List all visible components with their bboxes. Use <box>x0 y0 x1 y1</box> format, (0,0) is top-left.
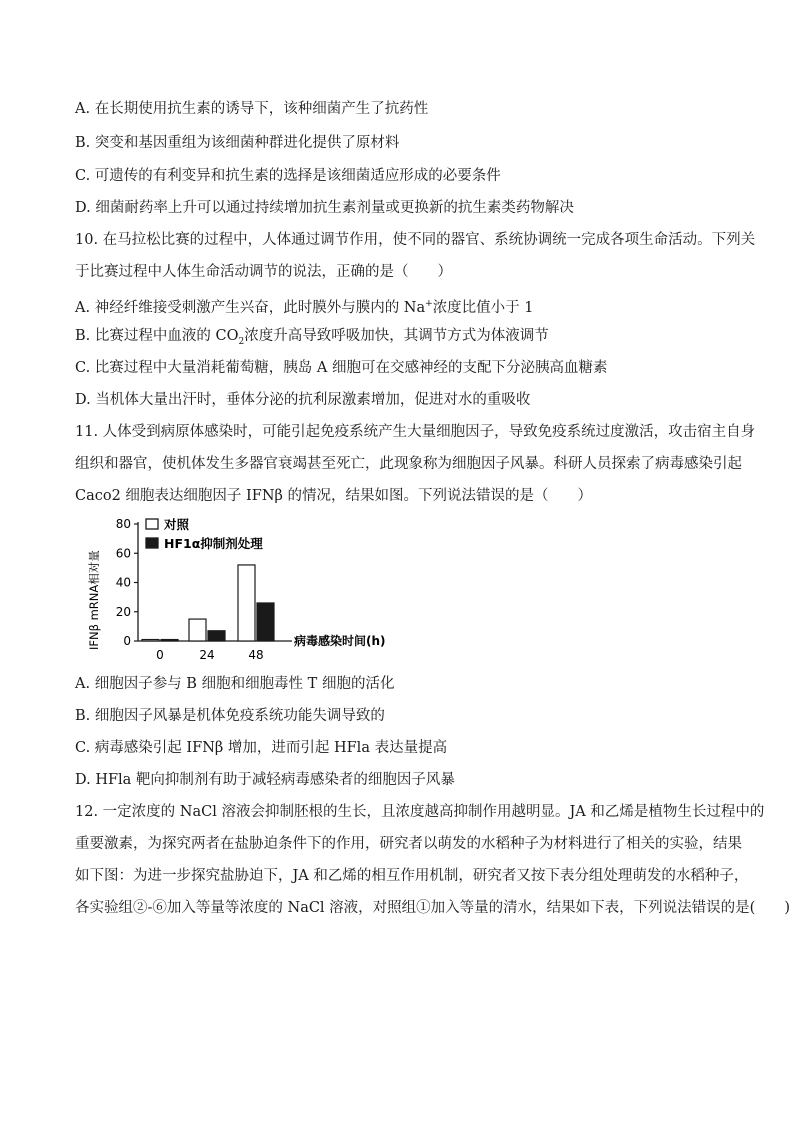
x-tick-label: 48 <box>248 648 264 662</box>
q11-option-a: A. 细胞因子参与 B 细胞和细胞毒性 T 细胞的活化 <box>75 676 395 692</box>
q10-option-a <box>75 294 534 318</box>
q9-option-a: A. 在长期使用抗生素的诱导下，该种细菌产生了抗药性 <box>75 101 429 117</box>
q10-option-b-post: 浓度升高导致呼吸加快，其调节方式为体液调节 <box>244 328 549 344</box>
bar-control-48h <box>238 565 255 641</box>
q9-option-c: C. 可遗传的有利变异和抗生素的选择是该细菌适应形成的必要条件 <box>75 168 501 184</box>
q11-option-c: C. 病毒感染引起 IFNβ 增加，进而引起 HFla 表达量提高 <box>75 740 448 756</box>
y-tick-label: 80 <box>115 517 131 531</box>
q10-option-b <box>75 326 549 352</box>
bar-inhibitor-24h <box>208 631 225 641</box>
q10-option-a-pre: A. 神经纤维接受刺激产生兴奋，此时膜外与膜内的 Na <box>75 299 426 316</box>
q11-stem-line2: 组织和器官，使机体发生多器官衰竭甚至死亡，此现象称为细胞因子风暴。科研人员探索了病毒感染引起 <box>75 456 742 472</box>
chart-xlabel: 病毒感染时间(h) <box>294 634 386 648</box>
x-tick-label: 0 <box>156 648 164 662</box>
ifnb-bar-chart <box>80 510 420 670</box>
q12-stem-line2: 重要激素，为探究两者在盐胁迫条件下的作用，研究者以萌发的水稻种子为材料进行了相关的实验，结果 <box>75 836 742 852</box>
q11-stem-line1: 11. 人体受到病原体感染时，可能引起免疫系统产生大量细胞因子，导致免疫系统过度激活，攻击宿主自身 <box>75 424 756 440</box>
q10-option-c: C. 比赛过程中大量消耗葡萄糖，胰岛 A 细胞可在交感神经的支配下分泌胰高血糖素 <box>75 360 608 376</box>
chart-ylabel: IFNβ mRNA相对量 <box>87 550 101 650</box>
q10-stem-line1: 10. 在马拉松比赛的过程中，人体通过调节作用，使不同的器官、系统协调统一完成各项生命活动。下列关 <box>75 232 756 248</box>
q10-option-a-sup: + <box>425 299 433 309</box>
q10-option-a-post: 浓度比值小于 1 <box>432 299 534 316</box>
y-tick-label: 20 <box>115 604 131 619</box>
legend-swatch-control <box>146 519 158 529</box>
q11-option-b: B. 细胞因子风暴是机体免疫系统功能失调导致的 <box>75 708 385 724</box>
x-tick-label: 24 <box>199 648 215 662</box>
q10-option-b-sub: 2 <box>238 336 245 347</box>
bar-control-0h <box>142 640 159 641</box>
legend-swatch-inhibitor <box>146 538 158 548</box>
q10-option-b-pre: B. 比赛过程中血液的 CO <box>75 328 239 344</box>
q10-option-d: D. 当机体大量出汗时，垂体分泌的抗利尿激素增加，促进对水的重吸收 <box>75 392 531 408</box>
legend-label-inhibitor: HF1α抑制剂处理 <box>164 536 263 551</box>
q10-stem-line2: 于比赛过程中人体生命活动调节的说法，正确的是（ ） <box>75 264 452 280</box>
y-tick-label: 40 <box>115 575 131 590</box>
q9-option-d: D. 细菌耐药率上升可以通过持续增加抗生素剂量或更换新的抗生素类药物解决 <box>75 200 574 216</box>
bar-control-24h <box>189 619 206 641</box>
bar-inhibitor-48h <box>257 603 274 641</box>
y-tick-label: 60 <box>115 546 131 561</box>
q12-stem-line1: 12. 一定浓度的 NaCl 溶液会抑制胚根的生长，且浓度越高抑制作用越明显。JA 和乙烯是植物生长过程中的 <box>75 804 765 820</box>
bar-inhibitor-0h <box>161 640 178 641</box>
q12-stem-line3: 如下图：为进一步探究盐胁迫下，JA 和乙烯的相互作用机制，研究者又按下表分组处理萌发的水稻种子， <box>75 868 749 884</box>
q11-option-d: D. HFla 靶向抑制剂有助于减轻病毒感染者的细胞因子风暴 <box>75 772 455 788</box>
q12-stem-line4: 各实验组②-⑥加入等量等浓度的 NaCl 溶液，对照组①加入等量的清水，结果如下表，下列说法错误的是( ) <box>75 900 790 916</box>
y-tick-label: 0 <box>123 634 131 648</box>
q9-option-b: B. 突变和基因重组为该细菌种群进化提供了原材料 <box>75 135 400 151</box>
legend-label-control: 对照 <box>164 517 190 532</box>
q11-stem-line3: Caco2 细胞表达细胞因子 IFNβ 的情况，结果如图。下列说法错误的是（ ） <box>75 488 592 504</box>
